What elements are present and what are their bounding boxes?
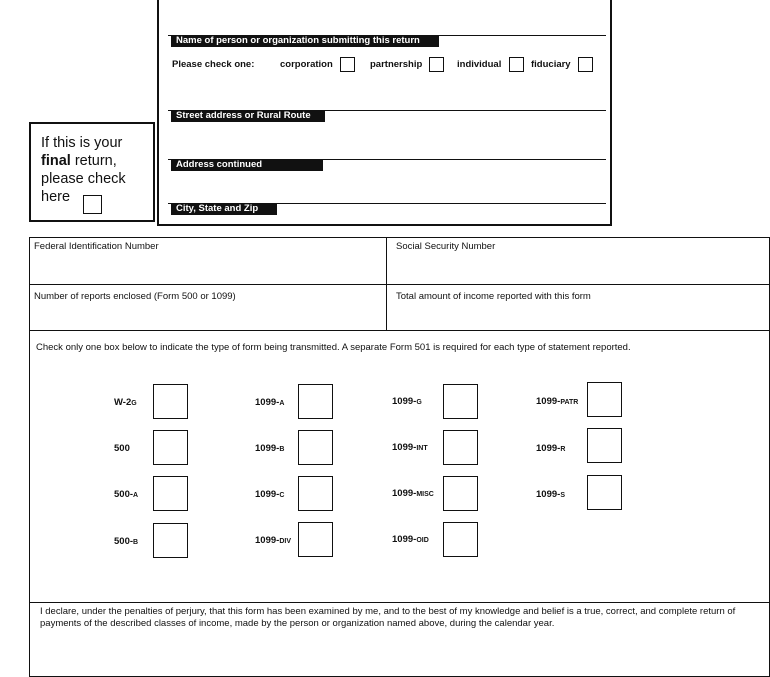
- form-label-1099int: 1099-INT: [392, 442, 428, 453]
- final-line-3: please check: [41, 171, 126, 187]
- form-checkbox-1099misc[interactable]: [443, 476, 478, 511]
- check-one-prompt: Please check one:: [172, 59, 255, 70]
- form-label-1099div: 1099-DIV: [255, 535, 291, 546]
- form-label-500a: 500-A: [114, 489, 139, 500]
- row-divider-2: [30, 330, 769, 331]
- ssn-label: Social Security Number: [396, 241, 496, 252]
- partnership-label: partnership: [370, 59, 423, 70]
- form-label-1099oid: 1099-OID: [392, 534, 429, 545]
- city-state-zip-label: City, State and Zip: [171, 203, 277, 215]
- final-bold-word: final: [41, 153, 71, 169]
- form-checkbox-w2g[interactable]: [153, 384, 188, 419]
- corporation-label: corporation: [280, 59, 333, 70]
- final-line-1: If this is your: [41, 135, 123, 151]
- form-checkbox-500b[interactable]: [153, 523, 188, 558]
- final-line-4: here: [41, 189, 71, 205]
- form-checkbox-500[interactable]: [153, 430, 188, 465]
- fiduciary-label: fiduciary: [531, 59, 571, 70]
- form-label-1099a: 1099-A: [255, 397, 285, 408]
- form-label-500: 500: [114, 443, 130, 454]
- main-form-grid: [29, 237, 770, 677]
- form-label-500b: 500-B: [114, 536, 139, 547]
- address-continued-label: Address continued: [171, 159, 323, 171]
- form-label-1099misc: 1099-MISC: [392, 488, 434, 499]
- form-checkbox-1099patr[interactable]: [587, 382, 622, 417]
- form-type-instruction: Check only one box below to indicate the type of form being transmitted. A separate Form 501 is required for each type of statement reported.: [36, 342, 631, 353]
- federal-id-input[interactable]: [34, 256, 383, 282]
- fiduciary-checkbox[interactable]: [578, 57, 593, 72]
- federal-id-label: Federal Identification Number: [34, 241, 159, 252]
- row-divider-1: [30, 284, 769, 285]
- total-income-input[interactable]: [396, 304, 765, 330]
- submitter-name-label: Name of person or organization submitting this return: [171, 35, 439, 47]
- form-checkbox-1099a[interactable]: [298, 384, 333, 419]
- reports-enclosed-label: Number of reports enclosed (Form 500 or 1099): [34, 291, 236, 302]
- final-return-box: [29, 122, 155, 222]
- final-line-2: [41, 152, 126, 170]
- street-address-label: Street address or Rural Route: [171, 110, 325, 122]
- form-checkbox-500a[interactable]: [153, 476, 188, 511]
- form-label-1099c: 1099-C: [255, 489, 285, 500]
- form-label-w2g: W-2G: [114, 397, 137, 408]
- reports-enclosed-input[interactable]: [34, 304, 383, 330]
- form-checkbox-1099b[interactable]: [298, 430, 333, 465]
- final-line-2-rest: return,: [70, 153, 117, 169]
- form-checkbox-1099r[interactable]: [587, 428, 622, 463]
- form-label-1099g: 1099-G: [392, 396, 422, 407]
- form-label-1099patr: 1099-PATR: [536, 396, 579, 407]
- individual-checkbox[interactable]: [509, 57, 524, 72]
- total-income-label: Total amount of income reported with this form: [396, 291, 591, 302]
- row-divider-3: [30, 602, 769, 603]
- form-checkbox-1099div[interactable]: [298, 522, 333, 557]
- form-label-1099s: 1099-S: [536, 489, 565, 500]
- form-label-1099r: 1099-R: [536, 443, 566, 454]
- submitter-section: [157, 0, 612, 226]
- form-checkbox-1099s[interactable]: [587, 475, 622, 510]
- form-label-1099b: 1099-B: [255, 443, 285, 454]
- form-checkbox-1099oid[interactable]: [443, 522, 478, 557]
- individual-label: individual: [457, 59, 502, 70]
- partnership-checkbox[interactable]: [429, 57, 444, 72]
- final-return-checkbox[interactable]: [83, 195, 102, 214]
- submitter-name-input[interactable]: [171, 5, 605, 33]
- ssn-input[interactable]: [396, 256, 765, 282]
- form-checkbox-1099int[interactable]: [443, 430, 478, 465]
- form-checkbox-1099c[interactable]: [298, 476, 333, 511]
- form-checkbox-1099g[interactable]: [443, 384, 478, 419]
- perjury-declaration: I declare, under the penalties of perjury, that this form has been examined by me, and to the best of my knowledge and belief is a true, correct, and complete return of payments of the described classes of income, made by the person or organization named above, during the calendar year.: [40, 606, 736, 629]
- corporation-checkbox[interactable]: [340, 57, 355, 72]
